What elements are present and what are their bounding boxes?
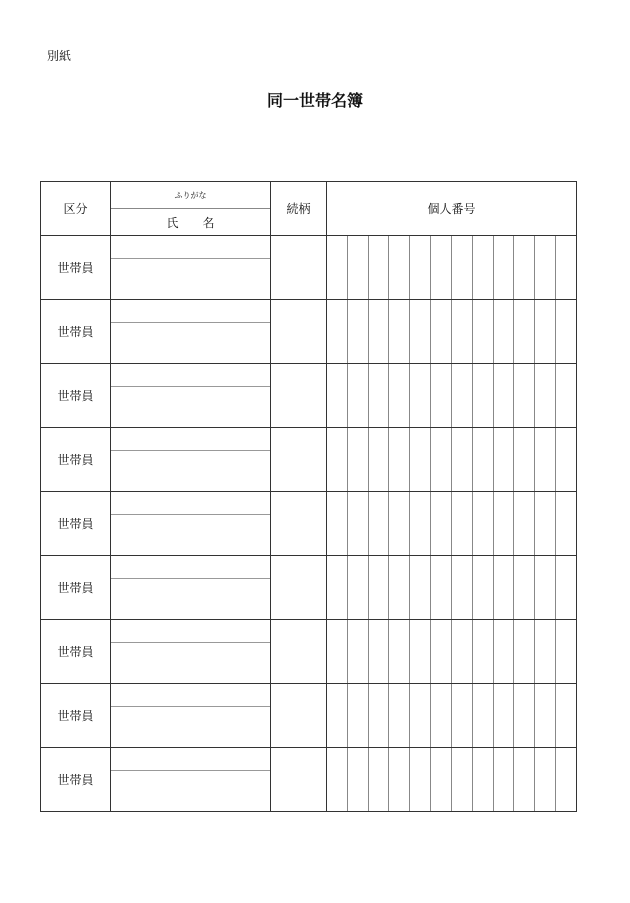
individual-number-field[interactable] — [327, 236, 577, 300]
digit-box[interactable] — [389, 748, 410, 811]
name-cell[interactable] — [111, 684, 271, 748]
digit-box[interactable] — [389, 300, 410, 363]
digit-box[interactable] — [473, 428, 494, 491]
digit-box[interactable] — [473, 748, 494, 811]
digit-box[interactable] — [494, 556, 515, 619]
digit-box[interactable] — [431, 492, 452, 555]
relationship-field[interactable] — [271, 236, 327, 300]
name-field[interactable] — [111, 771, 270, 811]
kubun-cell: 世帯員 — [41, 684, 111, 748]
digit-box[interactable] — [431, 684, 452, 747]
name-cell[interactable] — [111, 620, 271, 684]
name-field[interactable] — [111, 643, 270, 683]
digit-box[interactable] — [494, 364, 515, 427]
digit-box[interactable] — [389, 364, 410, 427]
digit-box[interactable] — [348, 684, 369, 747]
digit-box[interactable] — [327, 236, 348, 299]
furigana-field[interactable] — [111, 620, 270, 643]
digit-box[interactable] — [431, 300, 452, 363]
table-row — [41, 684, 577, 748]
digit-box[interactable] — [556, 556, 576, 619]
digit-box[interactable] — [452, 556, 473, 619]
digit-box[interactable] — [535, 492, 556, 555]
kubun-cell: 世帯員 — [41, 492, 111, 556]
digit-box[interactable] — [410, 748, 431, 811]
digit-box[interactable] — [473, 620, 494, 683]
relationship-field[interactable] — [271, 300, 327, 364]
table-row — [41, 428, 577, 492]
kubun-cell: 世帯員 — [41, 364, 111, 428]
digit-box[interactable] — [431, 428, 452, 491]
digit-box[interactable] — [327, 748, 348, 811]
digit-box[interactable] — [410, 620, 431, 683]
digit-box[interactable] — [389, 428, 410, 491]
digit-box[interactable] — [327, 428, 348, 491]
digit-box[interactable] — [369, 556, 390, 619]
name-field[interactable] — [111, 707, 270, 747]
relationship-field[interactable] — [271, 428, 327, 492]
digit-box[interactable] — [556, 620, 576, 683]
digit-box[interactable] — [431, 236, 452, 299]
digit-box[interactable] — [473, 556, 494, 619]
digit-box[interactable] — [369, 684, 390, 747]
header-name-cell — [111, 182, 271, 236]
relationship-field[interactable] — [271, 364, 327, 428]
table-row — [41, 236, 577, 300]
digit-box[interactable] — [494, 620, 515, 683]
digit-box[interactable] — [369, 620, 390, 683]
individual-number-field[interactable] — [327, 748, 577, 812]
digit-box[interactable] — [348, 492, 369, 555]
furigana-field[interactable] — [111, 748, 270, 771]
digit-box[interactable] — [473, 236, 494, 299]
digit-box[interactable] — [514, 364, 535, 427]
individual-number-field[interactable] — [327, 620, 577, 684]
name-cell[interactable] — [111, 300, 271, 364]
table-row — [41, 556, 577, 620]
name-cell[interactable] — [111, 428, 271, 492]
digit-box[interactable] — [431, 364, 452, 427]
digit-box[interactable] — [410, 364, 431, 427]
header-relationship: 続柄 — [271, 182, 327, 236]
furigana-field[interactable] — [111, 684, 270, 707]
table-row — [41, 620, 577, 684]
digit-box[interactable] — [556, 684, 576, 747]
digit-box[interactable] — [535, 620, 556, 683]
digit-box[interactable] — [556, 236, 576, 299]
name-field[interactable] — [111, 323, 270, 363]
digit-box[interactable] — [410, 556, 431, 619]
digit-box[interactable] — [473, 492, 494, 555]
furigana-field[interactable] — [111, 556, 270, 579]
individual-number-field[interactable] — [327, 684, 577, 748]
name-cell[interactable] — [111, 364, 271, 428]
digit-box[interactable] — [514, 236, 535, 299]
relationship-field[interactable] — [271, 684, 327, 748]
digit-box[interactable] — [452, 684, 473, 747]
household-roster-table — [40, 181, 577, 812]
digit-box[interactable] — [535, 236, 556, 299]
digit-box[interactable] — [452, 428, 473, 491]
digit-box[interactable] — [514, 620, 535, 683]
individual-number-field[interactable] — [327, 300, 577, 364]
digit-box[interactable] — [348, 428, 369, 491]
digit-box[interactable] — [514, 428, 535, 491]
digit-box[interactable] — [556, 748, 576, 811]
table-row — [41, 492, 577, 556]
digit-box[interactable] — [431, 556, 452, 619]
name-field[interactable] — [111, 451, 270, 491]
digit-box[interactable] — [389, 492, 410, 555]
individual-number-field[interactable] — [327, 556, 577, 620]
digit-box[interactable] — [327, 300, 348, 363]
digit-box[interactable] — [327, 684, 348, 747]
digit-box[interactable] — [389, 684, 410, 747]
digit-box[interactable] — [389, 620, 410, 683]
digit-box[interactable] — [410, 684, 431, 747]
digit-box[interactable] — [348, 364, 369, 427]
digit-box[interactable] — [514, 300, 535, 363]
digit-box[interactable] — [410, 428, 431, 491]
relationship-field[interactable] — [271, 556, 327, 620]
digit-box[interactable] — [431, 620, 452, 683]
name-cell[interactable] — [111, 236, 271, 300]
digit-box[interactable] — [452, 364, 473, 427]
digit-box[interactable] — [494, 300, 515, 363]
kubun-cell: 世帯員 — [41, 748, 111, 812]
table-header-row — [41, 182, 577, 236]
digit-box[interactable] — [494, 748, 515, 811]
kubun-cell: 世帯員 — [41, 236, 111, 300]
header-furigana: ふりがな — [111, 182, 270, 209]
header-individual-number: 個人番号 — [327, 182, 577, 236]
digit-box[interactable] — [410, 236, 431, 299]
header-kubun: 区分 — [41, 182, 111, 236]
kubun-cell: 世帯員 — [41, 620, 111, 684]
digit-box[interactable] — [369, 364, 390, 427]
digit-box[interactable] — [348, 236, 369, 299]
digit-box[interactable] — [348, 748, 369, 811]
digit-box[interactable] — [535, 300, 556, 363]
name-field[interactable] — [111, 259, 270, 299]
table-row — [41, 748, 577, 812]
name-field[interactable] — [111, 579, 270, 619]
digit-box[interactable] — [431, 748, 452, 811]
digit-box[interactable] — [369, 492, 390, 555]
table-row — [41, 364, 577, 428]
digit-box[interactable] — [369, 300, 390, 363]
digit-box[interactable] — [535, 556, 556, 619]
digit-box[interactable] — [514, 748, 535, 811]
digit-box[interactable] — [327, 620, 348, 683]
digit-box[interactable] — [389, 556, 410, 619]
digit-box[interactable] — [410, 492, 431, 555]
digit-box[interactable] — [452, 620, 473, 683]
digit-box[interactable] — [494, 428, 515, 491]
digit-box[interactable] — [514, 556, 535, 619]
digit-box[interactable] — [327, 492, 348, 555]
digit-box[interactable] — [535, 364, 556, 427]
digit-box[interactable] — [473, 684, 494, 747]
digit-box[interactable] — [452, 300, 473, 363]
name-cell[interactable] — [111, 556, 271, 620]
digit-box[interactable] — [535, 684, 556, 747]
digit-box[interactable] — [494, 684, 515, 747]
digit-box[interactable] — [556, 364, 576, 427]
furigana-field[interactable] — [111, 428, 270, 451]
digit-box[interactable] — [452, 492, 473, 555]
digit-box[interactable] — [452, 236, 473, 299]
digit-box[interactable] — [452, 748, 473, 811]
individual-number-field[interactable] — [327, 428, 577, 492]
digit-box[interactable] — [556, 300, 576, 363]
digit-box[interactable] — [327, 364, 348, 427]
digit-box[interactable] — [369, 236, 390, 299]
digit-box[interactable] — [494, 492, 515, 555]
name-field[interactable] — [111, 387, 270, 427]
digit-box[interactable] — [369, 748, 390, 811]
page-title: 同一世帯名簿 — [266, 91, 363, 110]
table-row — [41, 300, 577, 364]
digit-box[interactable] — [348, 620, 369, 683]
digit-box[interactable] — [369, 428, 390, 491]
kubun-cell: 世帯員 — [41, 300, 111, 364]
digit-box[interactable] — [410, 300, 431, 363]
relationship-field[interactable] — [271, 620, 327, 684]
furigana-field[interactable] — [111, 300, 270, 323]
name-cell[interactable] — [111, 492, 271, 556]
individual-number-field[interactable] — [327, 364, 577, 428]
relationship-field[interactable] — [271, 492, 327, 556]
name-field[interactable] — [111, 515, 270, 555]
furigana-field[interactable] — [111, 364, 270, 387]
digit-box[interactable] — [514, 492, 535, 555]
header-name: 氏名 — [166, 215, 239, 230]
digit-box[interactable] — [494, 236, 515, 299]
furigana-field[interactable] — [111, 236, 270, 259]
digit-box[interactable] — [348, 300, 369, 363]
relationship-field[interactable] — [271, 748, 327, 812]
digit-box[interactable] — [327, 556, 348, 619]
digit-box[interactable] — [535, 748, 556, 811]
digit-box[interactable] — [389, 236, 410, 299]
digit-box[interactable] — [556, 428, 576, 491]
attachment-note: 別紙 — [47, 49, 72, 63]
kubun-cell: 世帯員 — [41, 556, 111, 620]
individual-number-field[interactable] — [327, 492, 577, 556]
digit-box[interactable] — [514, 684, 535, 747]
digit-box[interactable] — [556, 492, 576, 555]
digit-box[interactable] — [473, 364, 494, 427]
kubun-cell: 世帯員 — [41, 428, 111, 492]
furigana-field[interactable] — [111, 492, 270, 515]
digit-box[interactable] — [535, 428, 556, 491]
name-cell[interactable] — [111, 748, 271, 812]
digit-box[interactable] — [473, 300, 494, 363]
digit-box[interactable] — [348, 556, 369, 619]
